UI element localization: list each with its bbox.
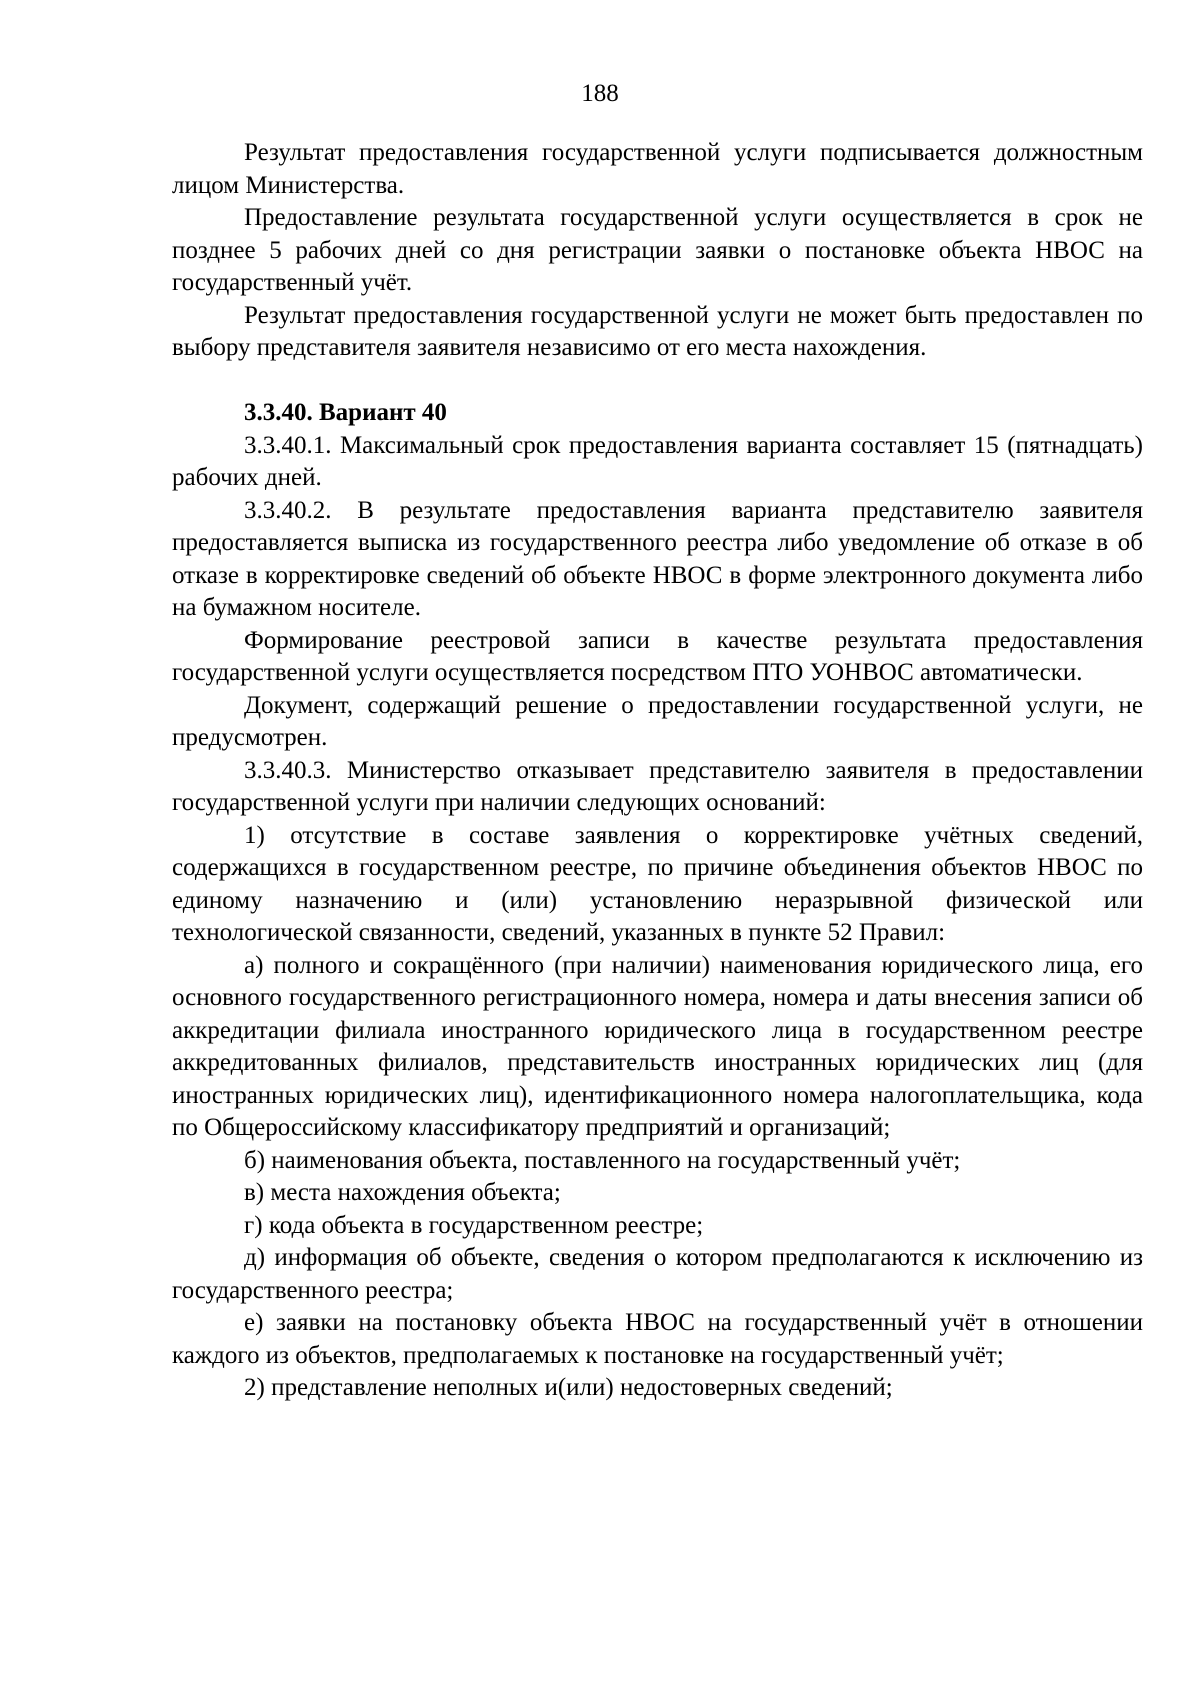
list-item: б) наименования объекта, поставленного на государственный учёт; [244,1146,961,1174]
list-item: 2) представление неполных и(или) недостоверных сведений; [244,1374,893,1401]
paragraph: Результат предоставления государственной услуги подписывается должностным лицом Министерства. [172,139,1143,199]
list-item: в) места нахождения объекта; [244,1179,561,1206]
list-item: г) кода объекта в государственном реестре; [244,1211,704,1239]
paragraph: 3.3.40.1. Максимальный срок предоставления варианта составляет 15 (пятнадцать) рабочих дней. [172,431,1143,491]
section-heading: 3.3.40. Вариант 40 [244,399,447,426]
list-item: а) полного и сокращённого (при наличии) наименования юридического лица, его основного государственного регистрационного номера, номера и даты внесения записи об аккредитации филиала иностранного юридического лица в государственном реестре аккредитованных филиалов, представительств иностранных юридических лиц (для иностранных юридических лиц), идентификационного номера налогоплательщика, кода по Общероссийскому классификатору предприятий и организаций; [172,951,1143,1141]
paragraph: Предоставление результата государственной услуги осуществляется в срок не позднее 5 рабочих дней со дня регистрации заявки о постановке объекта НВОС на государственный учёт. [172,204,1143,296]
page-number: 188 [581,80,619,107]
paragraph: 3.3.40.2. В результате предоставления варианта представителю заявителя предоставляется выписка из государственного реестра либо уведомление об отказе в об отказе в корректировке сведений об объекте НВОС в форме электронного документа либо на бумажном носителе. [172,496,1143,621]
list-item: д) информация об объекте, сведения о котором предполагаются к исключению из государственного реестра; [172,1244,1143,1304]
spacer [172,365,1143,398]
paragraph: 3.3.40.3. Министерство отказывает представителю заявителя в предоставлении государственной услуги при наличии следующих оснований: [172,756,1143,816]
list-item: 1) отсутствие в составе заявления о корректировке учётных сведений, содержащихся в государственном реестре, по причине объединения объектов НВОС по единому назначению и (или) установлению неразрывной физической или технологической связанности, сведений, указанных в пункте 52 Правил: [172,821,1143,946]
paragraph: Документ, содержащий решение о предоставлении государственной услуги, не предусмотрен. [172,691,1143,751]
paragraph: Формирование реестровой записи в качестве результата предоставления государственной услуги осуществляется посредством ПТО УОНВОС автоматически. [172,626,1143,686]
paragraph: Результат предоставления государственной услуги не может быть предоставлен по выбору представителя заявителя независимо от его места нахождения. [172,301,1143,361]
list-item: е) заявки на постановку объекта НВОС на государственный учёт в отношении каждого из объектов, предполагаемых к постановке на государственный учёт; [172,1309,1143,1369]
document-body [172,137,1143,1405]
